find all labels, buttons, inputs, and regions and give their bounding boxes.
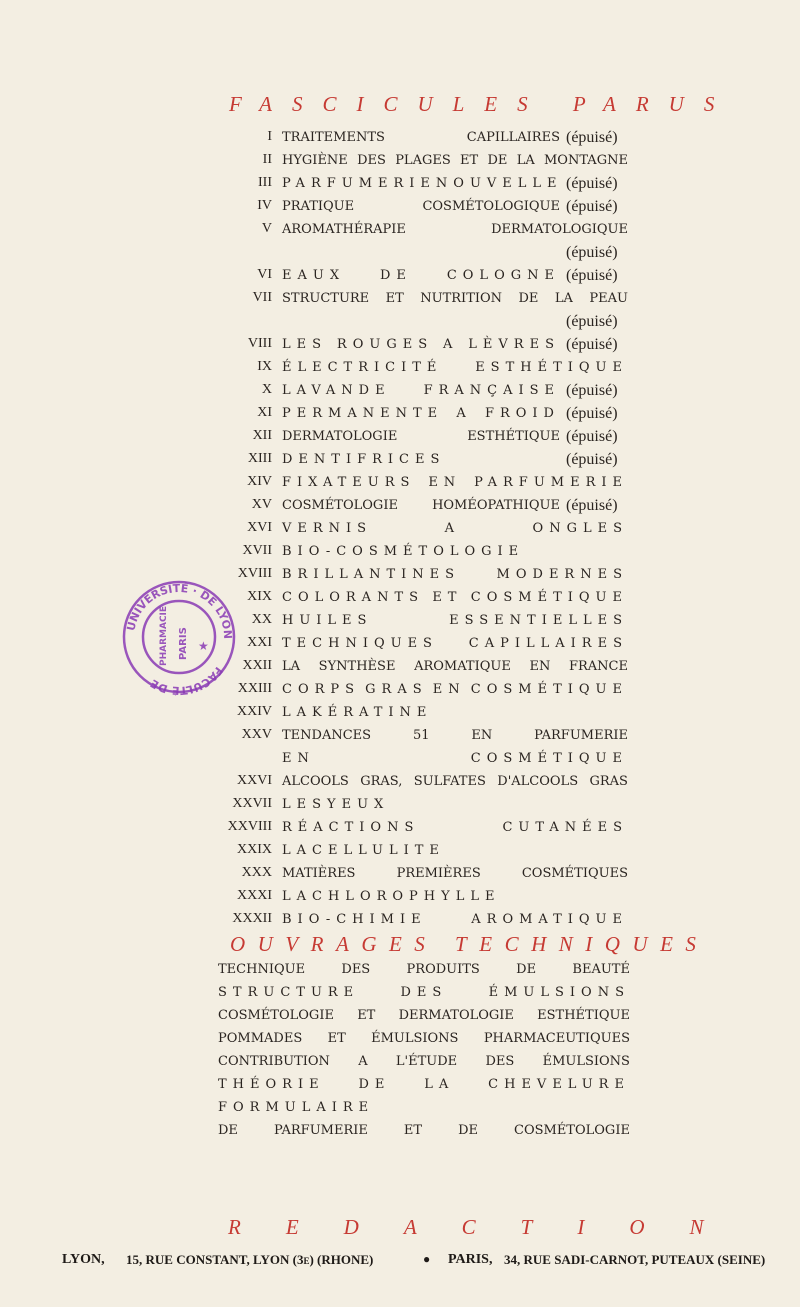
fascicule-title-word: A (456, 406, 472, 421)
fascicule-title (282, 862, 628, 885)
fascicule-title-word: STRUCTURE (282, 291, 370, 306)
fascicule-title (282, 402, 560, 425)
fascicule-title-word: HUILES (282, 613, 373, 628)
fascicule-row (0, 218, 800, 240)
fascicule-title-word: ALCOOLS (282, 774, 349, 789)
fascicule-row (0, 862, 800, 884)
ouvrage-title (218, 1073, 630, 1096)
fascicule-row (0, 264, 800, 286)
fascicule-title (282, 264, 560, 287)
fascicule-title (282, 448, 560, 471)
heading-redaction-text: REDACTION (228, 1215, 749, 1239)
fascicule-title-word: GRAS, (360, 774, 403, 789)
svg-text:PHARMACIE: PHARMACIE (159, 605, 169, 666)
fascicule-title (282, 586, 628, 609)
ouvrage-title-word: DE (458, 1123, 478, 1138)
fascicule-number: XX (251, 612, 272, 627)
fascicule-row (0, 793, 800, 815)
fascicule-number: VII (252, 290, 272, 305)
fascicule-title-word: DE (487, 153, 508, 168)
ouvrage-title (218, 1050, 630, 1073)
fascicule-title-word: LES (282, 337, 328, 352)
ouvrage-title-word: DE (358, 1077, 391, 1092)
fascicule-title (282, 655, 628, 678)
fascicule-title (282, 908, 628, 931)
fascicule-title-word: LA (282, 659, 301, 674)
fascicule-row (0, 402, 800, 424)
fascicule-row (0, 425, 800, 447)
fascicule-title (282, 563, 628, 586)
fascicule-number: IV (257, 198, 272, 213)
fascicule-row (0, 310, 800, 332)
fascicule-title (282, 287, 628, 310)
fascicule-status: (épuisé) (566, 382, 618, 399)
ouvrage-title-word: ET (403, 1123, 423, 1138)
fascicule-title-word: SYNTHÈSE (318, 659, 396, 674)
fascicule-title-word: TENDANCES (282, 728, 372, 743)
fascicule-title (282, 218, 628, 241)
fascicule-title-word: ÉLECTRICITÉ (282, 360, 443, 375)
footer-paris: PARIS, (448, 1252, 493, 1267)
fascicule-status: (épuisé) (566, 313, 618, 330)
heading-ouvrages-text: OUVRAGES TECHNIQUES (230, 932, 709, 956)
fascicule-title (282, 540, 628, 563)
fascicule-title (282, 172, 563, 195)
fascicule-title-word: ESSENTIELLES (449, 613, 628, 628)
fascicule-title-word: COLOGNE (446, 268, 560, 283)
ouvrage-title-word: THÉORIE (218, 1077, 325, 1092)
fascicule-status: (épuisé) (566, 175, 618, 192)
fascicule-number: VI (257, 267, 272, 282)
fascicule-title-word: DES (357, 153, 386, 168)
fascicule-title-word: COSMÉTOLOGIE (282, 498, 398, 513)
ouvrage-title-word: ET (357, 1008, 376, 1023)
fascicule-title-word: RÉACTIONS (282, 820, 420, 835)
ouvrage-title-word: DE (218, 1123, 238, 1138)
fascicule-title (282, 816, 628, 839)
fascicule-number: II (262, 152, 272, 167)
fascicule-title-word: COSMÉTOLOGIQUE (422, 199, 560, 214)
fascicule-title-word: PREMIÈRES (396, 866, 481, 881)
ouvrage-row (0, 1073, 800, 1097)
fascicule-title-word: ET (385, 291, 404, 306)
fascicule-title-word: CUTANÉES (502, 820, 628, 835)
ouvrage-title (218, 1096, 630, 1119)
fascicule-number: XVII (242, 543, 272, 558)
ouvrage-row (0, 1096, 800, 1120)
fascicule-row (0, 356, 800, 378)
fascicule-row (0, 287, 800, 309)
fascicule-title (282, 747, 628, 770)
fascicule-title (282, 310, 560, 333)
ouvrage-title (218, 1119, 630, 1142)
fascicule-title (282, 609, 628, 632)
stamp-seal-icon (120, 578, 238, 696)
fascicule-title-word: ESTHÉTIQUE (475, 360, 628, 375)
fascicule-row (0, 908, 800, 930)
fascicule-title-word: COSMÉTIQUE (470, 751, 628, 766)
fascicule-number: XXI (247, 635, 272, 650)
fascicule-title-word: LESYEUX (282, 797, 390, 812)
fascicule-title-word: ET (432, 590, 463, 605)
fascicule-status: (épuisé) (566, 244, 618, 261)
fascicule-title (282, 241, 560, 264)
fascicule-title-word: A (444, 521, 461, 536)
fascicule-title-word: LA (554, 291, 573, 306)
heading-ouvrages (0, 932, 800, 958)
fascicule-title-word: ONGLES (532, 521, 628, 536)
ouvrage-title-word: DES (341, 962, 371, 977)
fascicule-title-word: BIO-CHIMIE (282, 912, 427, 927)
fascicule-title (282, 885, 628, 908)
fascicule-title-word: BRILLANTINES (282, 567, 461, 582)
fascicule-row (0, 747, 800, 769)
footer-lyon: LYON, (62, 1252, 105, 1267)
fascicule-status: (épuisé) (566, 198, 618, 215)
ouvrage-title-word: DERMATOLOGIE (398, 1008, 514, 1023)
fascicule-title-word: MONTAGNE (544, 153, 628, 168)
fascicule-title-word: 51 (412, 728, 430, 743)
ouvrage-title (218, 1027, 630, 1050)
fascicule-number: XI (257, 405, 272, 420)
fascicule-title-word: HOMÉOPATHIQUE (432, 498, 560, 513)
fascicule-title-word: LA (516, 153, 535, 168)
ouvrage-title-word: ÉMULSIONS (371, 1031, 459, 1046)
fascicule-row (0, 195, 800, 217)
fascicule-title-word: CORPS (282, 682, 361, 697)
fascicule-number: X (261, 382, 272, 397)
fascicule-title (282, 356, 628, 379)
fascicule-title-word: DENTIFRICES (282, 452, 446, 467)
ouvrage-title (218, 1004, 630, 1027)
fascicule-title-word: COLORANTS (282, 590, 425, 605)
fascicule-title-word: D'ALCOOLS (497, 774, 579, 789)
fascicule-title-word: FRANCE (568, 659, 628, 674)
fascicule-title (282, 333, 560, 356)
fascicule-title (282, 724, 628, 747)
fascicule-status: (épuisé) (566, 129, 618, 146)
fascicule-title (282, 379, 560, 402)
fascicule-number: XII (252, 428, 272, 443)
fascicule-title-word: LÈVRES (468, 337, 560, 352)
fascicule-row (0, 333, 800, 355)
ouvrage-title-word: L'ÉTUDE (395, 1054, 458, 1069)
fascicule-title-word: EN (529, 659, 551, 674)
fascicule-title (282, 678, 628, 701)
fascicule-number: XXIII (237, 681, 272, 696)
fascicule-title (282, 425, 560, 448)
fascicule-row (0, 517, 800, 539)
fascicule-title-word: BIO-COSMÉTOLOGIE (282, 544, 525, 559)
fascicule-title (282, 770, 628, 793)
fascicule-title-word: LAKÉRATINE (282, 705, 433, 720)
fascicule-row (0, 540, 800, 562)
ouvrage-title-word: PARFUMERIE (273, 1123, 368, 1138)
fascicule-number: XXV (241, 727, 272, 742)
fascicule-row (0, 816, 800, 838)
fascicule-number: XXIV (237, 704, 272, 719)
svg-text:★: ★ (198, 639, 209, 653)
ouvrage-title (218, 958, 630, 981)
ouvrage-title-word: LA (424, 1077, 455, 1092)
fascicule-title-word: LACHLOROPHYLLE (282, 889, 501, 904)
ouvrage-title-word: ESTHÉTIQUE (537, 1008, 630, 1023)
fascicule-title-word: COSMÉTIQUES (521, 866, 628, 881)
fascicule-number: XVI (247, 520, 272, 535)
fascicule-title-word: TRAITEMENTS (282, 130, 385, 145)
fascicule-title-word: EAUX (282, 268, 346, 283)
fascicule-title-word: GRAS (589, 774, 628, 789)
fascicule-row (0, 448, 800, 470)
fascicule-title-word: ESTHÉTIQUE (467, 429, 560, 444)
library-stamp (120, 578, 238, 696)
footer-paris-address: 34, RUE SADI-CARNOT, PUTEAUX (SEINE) (504, 1252, 766, 1267)
ouvrage-row (0, 981, 800, 1005)
fascicule-title-word: VERNIS (282, 521, 373, 536)
fascicule-title (282, 839, 628, 862)
fascicule-number: VIII (247, 336, 272, 351)
ouvrage-row (0, 958, 800, 982)
ouvrage-title-word: COSMÉTOLOGIE (218, 1008, 334, 1023)
fascicule-title-word: SULFATES (413, 774, 486, 789)
ouvrage-row (0, 1004, 800, 1028)
fascicule-title-word: AROMATHÉRAPIE (282, 222, 406, 237)
fascicule-number: XXVIII (227, 819, 272, 834)
fascicule-number: XXX (241, 865, 272, 880)
ouvrage-title-word: DE (516, 962, 537, 977)
fascicule-title-word: PARFUMERIE (282, 176, 436, 191)
fascicule-row (0, 471, 800, 493)
fascicule-number: III (258, 175, 272, 190)
fascicule-status: (épuisé) (566, 497, 618, 514)
fascicule-status: (épuisé) (566, 428, 618, 445)
fascicule-title-word: COSMÉTIQUE (470, 590, 628, 605)
fascicule-title-word: DERMATOLOGIE (282, 429, 398, 444)
fascicule-row (0, 885, 800, 907)
fascicule-title-word: EN (428, 475, 462, 490)
ouvrage-title-word: COSMÉTOLOGIE (514, 1123, 630, 1138)
ouvrage-title-word: STRUCTURE (218, 985, 360, 1000)
ouvrage-title-word: ET (327, 1031, 346, 1046)
fascicule-row (0, 724, 800, 746)
fascicule-status: (épuisé) (566, 405, 618, 422)
fascicule-number: XXXI (237, 888, 272, 903)
fascicule-title-word: A (443, 337, 459, 352)
ouvrage-title-word: CHEVELURE (488, 1077, 630, 1092)
ouvrage-row (0, 1050, 800, 1074)
fascicule-title-word: DE (518, 291, 539, 306)
fascicule-title-word: TECHNIQUES (282, 636, 438, 651)
address-footer (0, 1252, 800, 1272)
fascicule-number: XXVII (232, 796, 272, 811)
fascicule-row (0, 494, 800, 516)
fascicule-title-word: DERMATOLOGIQUE (491, 222, 628, 237)
fascicule-title (282, 149, 628, 172)
fascicule-title (282, 494, 560, 517)
fascicule-title-word: PLAGES (395, 153, 451, 168)
fascicule-number: XV (251, 497, 272, 512)
footer-lyon-address: 15, RUE CONSTANT, LYON (3e) (RHONE) (126, 1252, 374, 1267)
ouvrage-title-word: PRODUITS (406, 962, 480, 977)
fascicule-title (282, 195, 560, 218)
fascicule-number: XVIII (237, 566, 272, 581)
fascicule-status: (épuisé) (566, 336, 618, 353)
ouvrage-title-word: DES (485, 1054, 515, 1069)
svg-text:FACULTÉ DE: FACULTÉ DE (148, 664, 226, 696)
fascicule-number: XIX (247, 589, 272, 604)
footer-bullet: ● (423, 1252, 431, 1266)
fascicule-title-word: LAVANDE (282, 383, 391, 398)
fascicule-title-word: MODERNES (496, 567, 628, 582)
fascicule-title (282, 126, 560, 149)
fascicule-title-word: CAPILLAIRES (466, 130, 560, 145)
fascicule-title-word: PARFUMERIE (534, 728, 628, 743)
fascicule-title-word: CAPILLAIRES (468, 636, 628, 651)
fascicule-number: IX (257, 359, 272, 374)
fascicule-row (0, 126, 800, 148)
heading-fascicules-text: FASCICULES PARUS (229, 92, 735, 116)
fascicule-status: (épuisé) (566, 451, 618, 468)
ouvrage-row (0, 1027, 800, 1051)
fascicule-number: XXXII (232, 911, 272, 926)
ouvrage-title-word: FORMULAIRE (218, 1100, 375, 1115)
fascicule-title-word: HYGIÈNE (282, 153, 348, 168)
fascicule-title (282, 632, 628, 655)
fascicule-row (0, 379, 800, 401)
fascicule-title-word: LACELLULITE (282, 843, 445, 858)
ouvrage-title-word: ÉMULSIONS (488, 985, 630, 1000)
fascicule-title-word: PARFUMERIE (474, 475, 628, 490)
fascicule-row (0, 770, 800, 792)
fascicule-title-word: MATIÈRES (282, 866, 356, 881)
fascicule-title-word: NOUVELLE (435, 176, 563, 191)
fascicule-title-word: PEAU (589, 291, 628, 306)
fascicule-title-word: PERMANENTE (282, 406, 444, 421)
svg-text:UNIVERSITÉ · DE LYON ·: UNIVERSITÉ · DE LYON (124, 581, 235, 640)
fascicule-title-word: EN (282, 751, 315, 766)
fascicule-number: XXVI (237, 773, 272, 788)
ouvrage-title (218, 981, 630, 1004)
fascicule-number: XXII (242, 658, 272, 673)
fascicule-title (282, 701, 628, 724)
fascicule-number: V (261, 221, 272, 236)
fascicule-title-word: AROMATIQUE (414, 659, 511, 674)
fascicule-status: (épuisé) (566, 267, 618, 284)
fascicule-row (0, 172, 800, 194)
fascicule-title-word: FRANÇAISE (423, 383, 560, 398)
fascicule-number: XIV (247, 474, 272, 489)
heading-redaction (0, 1215, 800, 1241)
ouvrage-title-word: CONTRIBUTION (218, 1054, 330, 1069)
fascicule-title-word: GRAS (365, 682, 428, 697)
ouvrage-title-word: DES (400, 985, 448, 1000)
fascicule-title-word: NUTRITION (420, 291, 503, 306)
fascicule-row (0, 241, 800, 263)
ouvrage-row (0, 1119, 800, 1143)
fascicule-number: I (267, 129, 272, 144)
fascicule-title (282, 793, 628, 816)
fascicule-title-word: FROID (484, 406, 560, 421)
fascicule-title-word: EN (432, 682, 466, 697)
ouvrage-title-word: TECHNIQUE (218, 962, 306, 977)
ouvrage-title-word: A (358, 1054, 368, 1069)
svg-text:PARIS: PARIS (178, 627, 189, 660)
fascicule-title-word: FIXATEURS (282, 475, 416, 490)
fascicule-row (0, 839, 800, 861)
fascicule-title-word: COSMÉTIQUE (470, 682, 628, 697)
fascicule-title-word: EN (471, 728, 493, 743)
fascicule-title (282, 517, 628, 540)
fascicule-row (0, 149, 800, 171)
fascicule-title-word: DE (380, 268, 412, 283)
fascicule-number: XXIX (237, 842, 272, 857)
ouvrage-title-word: ÉMULSIONS (542, 1054, 630, 1069)
ouvrage-title-word: POMMADES (218, 1031, 303, 1046)
ouvrage-title-word: BEAUTÉ (572, 962, 630, 977)
heading-fascicules (0, 92, 800, 118)
fascicule-title (282, 471, 628, 494)
fascicule-title-word: AROMATIQUE (471, 912, 628, 927)
fascicule-title-word: ROUGES (336, 337, 434, 352)
ouvrage-title-word: PHARMACEUTIQUES (483, 1031, 630, 1046)
fascicule-title-word: PRATIQUE (282, 199, 355, 214)
fascicule-row (0, 701, 800, 723)
fascicule-title-word: ET (460, 153, 479, 168)
fascicule-number: XIII (247, 451, 272, 466)
